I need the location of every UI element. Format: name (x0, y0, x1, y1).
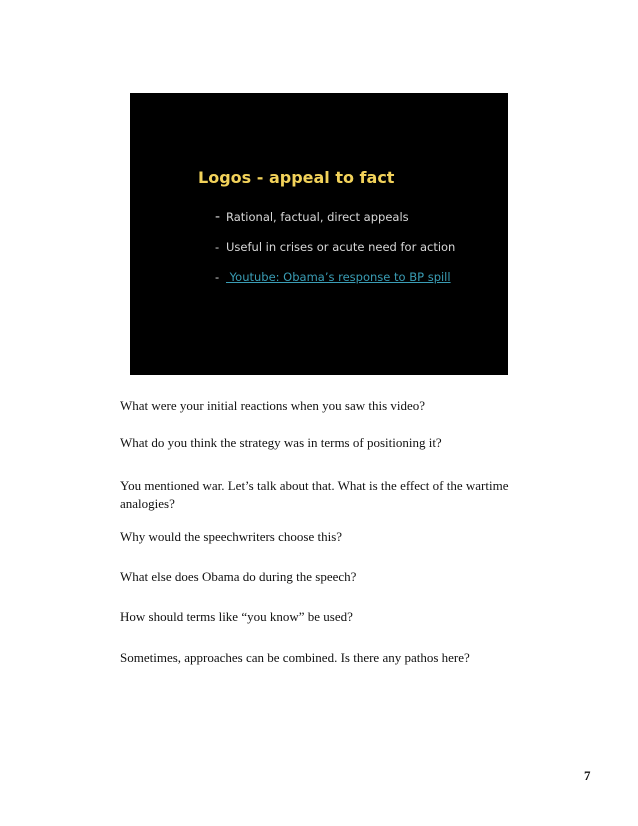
question-text: What were your initial reactions when you saw this video? (120, 398, 426, 413)
slide-title: Logos - appeal to fact (198, 168, 395, 187)
bullet-dash: - (215, 209, 221, 225)
bullet-text: Rational, factual, direct appeals (226, 210, 409, 224)
question-text: How should terms like “you know” be used? (120, 609, 353, 624)
bullet-dash: - (215, 270, 220, 284)
bullet-dash: - (215, 240, 220, 254)
question-text: Sometimes, approaches can be combined. Is there any pathos here? (120, 650, 470, 665)
question-text: Why would the speechwriters choose this? (120, 529, 343, 544)
page-number: 7 (584, 768, 591, 783)
slide-bullet-youtube (215, 270, 451, 284)
slide-image (130, 93, 508, 375)
question-text: What do you think the strategy was in terms of positioning it? (120, 435, 442, 450)
slide-bullet-rational (215, 209, 409, 225)
question-text: What else does Obama do during the speech? (120, 569, 357, 584)
youtube-link[interactable]: Youtube: Obama’s response to BP spill (226, 270, 451, 284)
question-text: You mentioned war. Let’s talk about that. What is the effect of the wartime analogies? (120, 478, 509, 511)
slide-bullet-useful (215, 240, 455, 254)
bullet-text: Useful in crises or acute need for action (226, 240, 456, 254)
